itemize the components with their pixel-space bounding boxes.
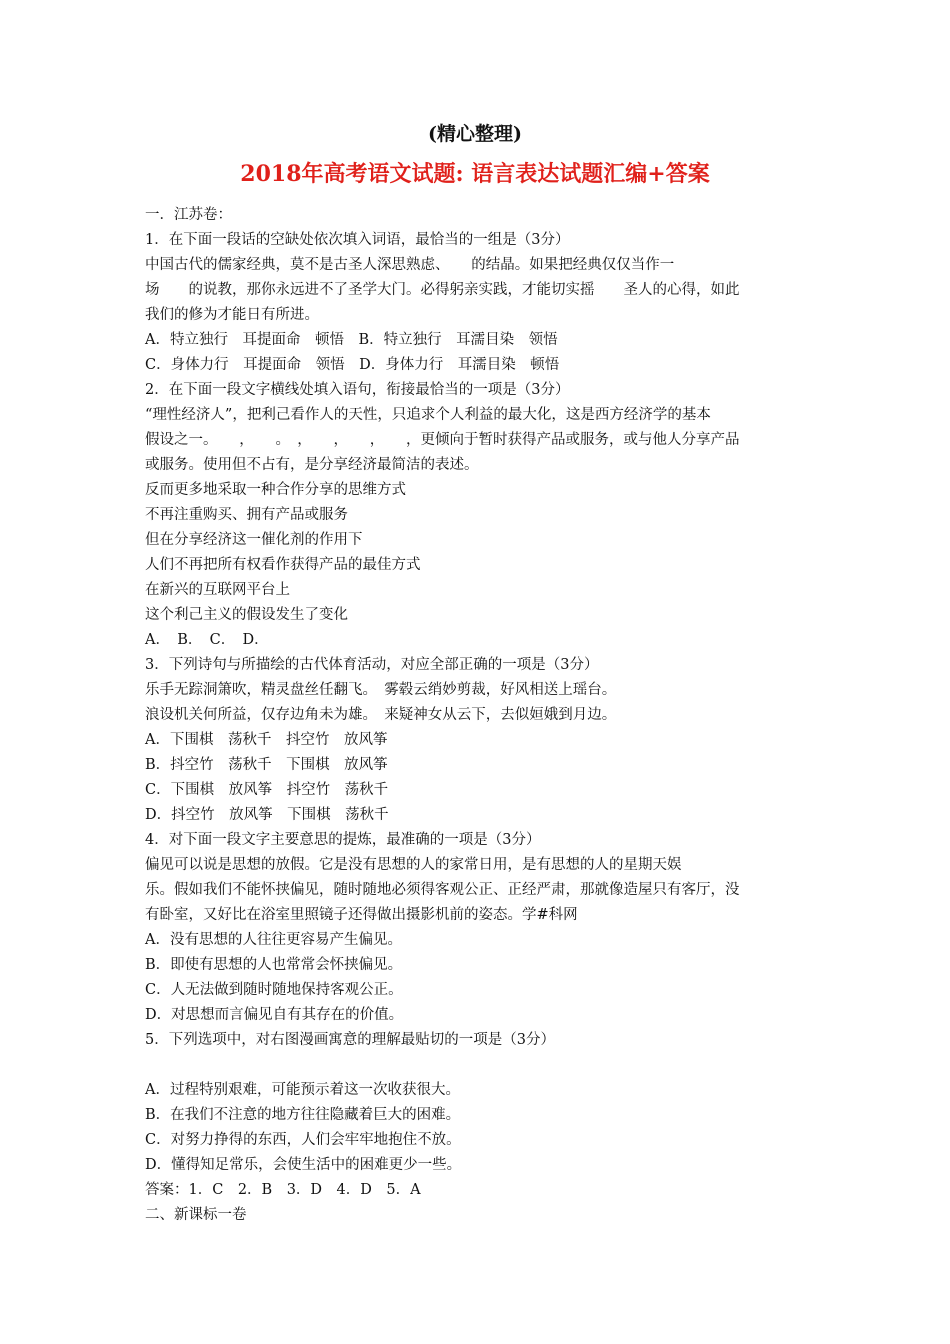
section-heading-national-1: 二、新课标一卷 xyxy=(145,1207,247,1223)
question-3-poem-line: 乐手无踪洞箫吹，精灵盘丝任翻飞。 雾毂云绡妙剪裁，好风相送上瑶台。 xyxy=(145,682,617,698)
question-4-passage-line: 偏见可以说是思想的放假。它是没有思想的人的家常日用，是有思想的人的星期天娱 xyxy=(145,857,682,873)
question-1-passage-line: 中国古代的儒家经典，莫不是古圣人深思熟虑、 的结晶。如果把经典仅仅当作一 xyxy=(145,257,675,273)
question-2-passage-line: 或服务。使用但不占有，是分享经济最简洁的表述。 xyxy=(145,457,479,473)
question-1-stem: 1．在下面一段话的空缺处依次填入词语，最恰当的一组是（3分） xyxy=(145,232,570,248)
question-5-option-a: A．过程特别艰难，可能预示着这一次收获很大。 xyxy=(145,1082,460,1098)
blank-line xyxy=(145,1053,815,1078)
question-4-option-a: A．没有思想的人往往更容易产生偏见。 xyxy=(145,932,402,948)
question-2-sentence: 这个利己主义的假设发生了变化 xyxy=(145,607,348,623)
question-4-option-d: D．对思想而言偏见自有其存在的价值。 xyxy=(145,1007,404,1023)
question-4-stem: 4．对下面一段文字主要意思的提炼，最准确的一项是（3分） xyxy=(145,832,541,848)
question-2-stem: 2．在下面一段文字横线处填入语句，衔接最恰当的一项是（3分） xyxy=(145,382,570,398)
question-3-option-c: C．下围棋 放风筝 抖空竹 荡秋千 xyxy=(145,782,389,798)
question-3-stem: 3．下列诗句与所描绘的古代体育活动，对应全部正确的一项是（3分） xyxy=(145,657,599,673)
question-3-option-a: A．下围棋 荡秋千 抖空竹 放风筝 xyxy=(145,732,388,748)
question-4-option-c: C．人无法做到随时随地保持客观公正。 xyxy=(145,982,403,998)
question-5-option-d: D．懂得知足常乐，会使生活中的困难更少一些。 xyxy=(145,1157,462,1173)
question-1-options: C．身体力行 耳提面命 领悟 D．身体力行 耳濡目染 顿悟 xyxy=(145,357,560,373)
question-3-poem-line: 浪设机关何所益，仅存边角未为雄。 来疑神女从云下，去似姮娥到月边。 xyxy=(145,707,617,723)
question-5-stem: 5．下列选项中，对右图漫画寓意的理解最贴切的一项是（3分） xyxy=(145,1032,555,1048)
question-3-option-d: D．抖空竹 放风筝 下围棋 荡秋千 xyxy=(145,807,389,823)
question-2-sentence: 反而更多地采取一种合作分享的思维方式 xyxy=(145,482,406,498)
question-2-sentence: 在新兴的互联网平台上 xyxy=(145,582,290,598)
question-1-options: A．特立独行 耳提面命 顿悟 B．特立独行 耳濡目染 领悟 xyxy=(145,332,558,348)
question-4-passage-line: 有卧室，又好比在浴室里照镜子还得做出摄影机前的姿态。学#科网 xyxy=(145,907,578,923)
document-body xyxy=(145,203,815,1228)
question-5-option-c: C．对努力挣得的东西，人们会牢牢地抱住不放。 xyxy=(145,1132,461,1148)
question-1-passage-line: 我们的修为才能日有所进。 xyxy=(145,307,319,323)
question-5-option-b: B．在我们不注意的地方往往隐藏着巨大的困难。 xyxy=(145,1107,461,1123)
document-subtitle: (精心整理) xyxy=(428,123,522,145)
question-4-passage-line: 乐。假如我们不能怀挟偏见，随时随地必须得客观公正、正经严肃，那就像造屋只有客厅，没 xyxy=(145,882,740,898)
question-2-sentence: 不再注重购买、拥有产品或服务 xyxy=(145,507,348,523)
question-2-sentence: 人们不再把所有权看作获得产品的最佳方式 xyxy=(145,557,421,573)
document-title: 2018年高考语文试题: 语言表达试题汇编+答案 xyxy=(240,161,710,187)
question-4-option-b: B．即使有思想的人也常常会怀挟偏见。 xyxy=(145,957,403,973)
question-2-options: A． B． C． D． xyxy=(145,632,269,648)
question-3-option-b: B．抖空竹 荡秋千 下围棋 放风筝 xyxy=(145,757,388,773)
question-2-passage-line: 假设之一。 ， 。 ， ， ， ，更倾向于暂时获得产品或服务，或与他人分享产品 xyxy=(145,432,740,448)
section-heading-jiangsu: 一．江苏卷： xyxy=(145,207,232,223)
answer-key: 答案：1．C 2．B 3．D 4．D 5．A xyxy=(145,1182,421,1198)
question-2-passage-line: “理性经济人”，把利己看作人的天性，只追求个人利益的最大化，这是西方经济学的基本 xyxy=(145,407,711,423)
question-2-sentence: 但在分享经济这一催化剂的作用下 xyxy=(145,532,363,548)
question-1-passage-line: 场 的说教，那你永远进不了圣学大门。必得躬亲实践，才能切实摇 圣人的心得，如此 xyxy=(145,282,740,298)
